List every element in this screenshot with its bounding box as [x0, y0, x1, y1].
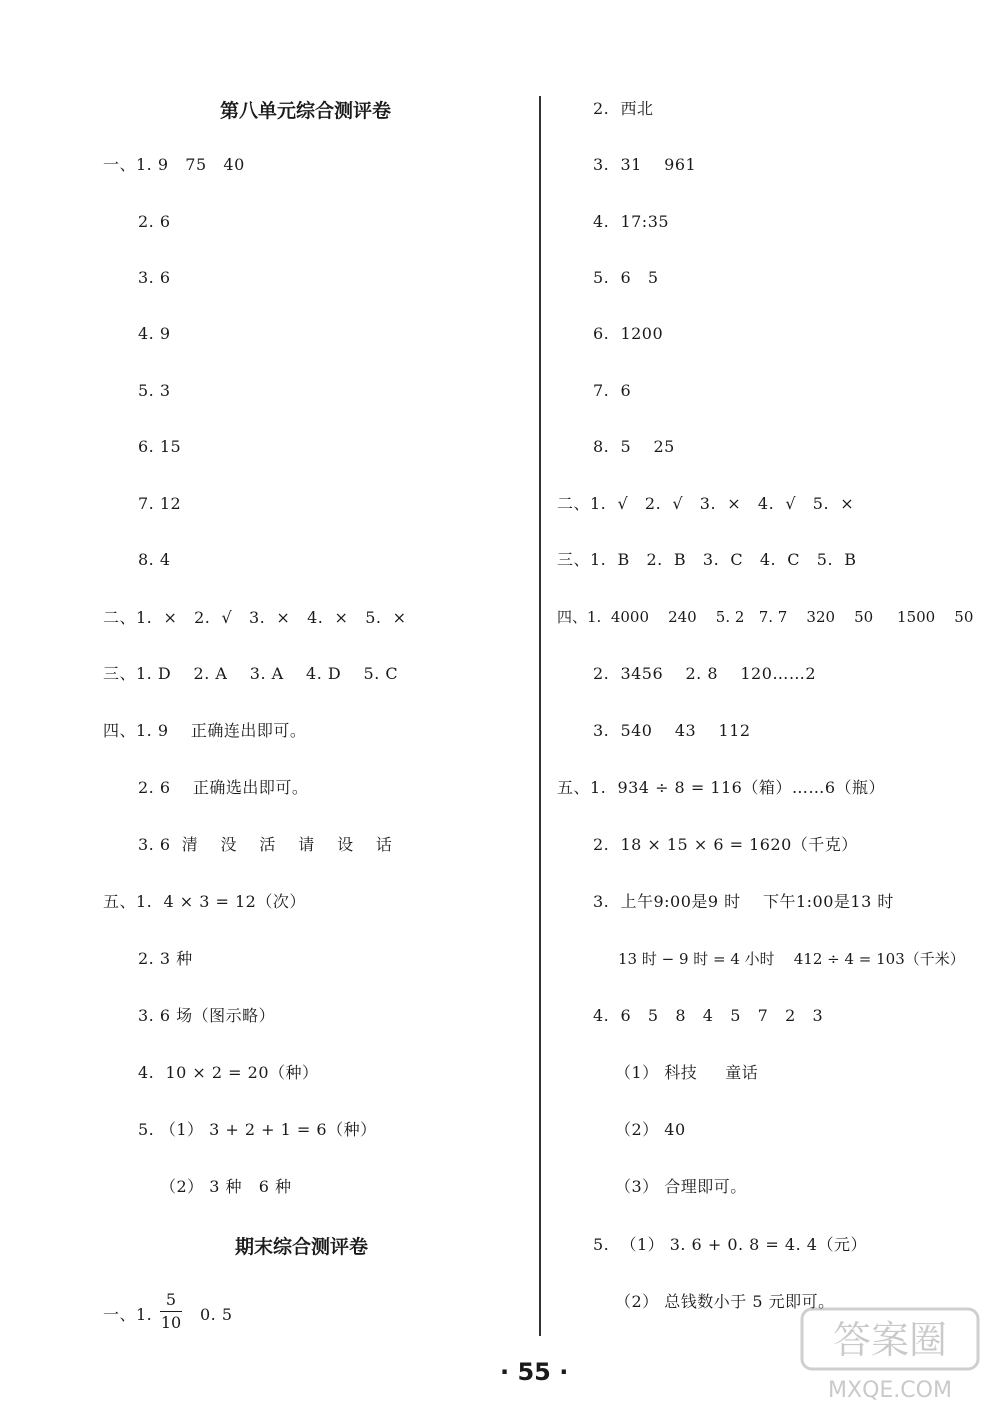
- answer-line: 13 时 − 9 时 = 4 小时 412 ÷ 4 = 103（千米）: [618, 950, 965, 968]
- answer-line: 二、1. × 2. √ 3. × 4. × 5. ×: [103, 608, 407, 627]
- answer-line: 2. 6 正确选出即可。: [138, 778, 309, 797]
- answer-line: 五、1. 4 × 3 = 12（次）: [103, 892, 306, 911]
- watermark-logo: [800, 1305, 980, 1405]
- answer-line: 3. 6: [138, 268, 171, 287]
- answer-line: 二、1. √ 2. √ 3. × 4. √ 5. ×: [557, 494, 855, 513]
- answer-line: 3. 上午9:00是9 时 下午1:00是13 时: [593, 892, 894, 911]
- answer-line: 5. （1） 3. 6 + 0. 8 = 4. 4（元）: [593, 1235, 867, 1254]
- answer-line: （2） 40: [615, 1120, 686, 1139]
- answer-line: 5. （1） 3 + 2 + 1 = 6（种）: [138, 1120, 377, 1139]
- section-title-final: 期末综合测评卷: [235, 1236, 369, 1258]
- answer-line: 8. 5 25: [593, 437, 675, 456]
- answer-line: 4. 17:35: [593, 212, 670, 231]
- answer-line: 一、1. 9 75 40: [103, 155, 245, 174]
- fraction-numerator: 5: [165, 1290, 177, 1309]
- answer-line: 3. 6 场（图示略）: [138, 1006, 276, 1025]
- answer-line: 四、1. 9 正确连出即可。: [103, 721, 307, 740]
- answer-line: （2） 总钱数小于 5 元即可。: [615, 1292, 835, 1311]
- answer-line: 6. 15: [138, 437, 182, 456]
- answer-line: （1） 科技 童话: [615, 1063, 759, 1082]
- answer-line: 4. 9: [138, 324, 171, 343]
- column-divider: [539, 96, 541, 1336]
- answer-line: 四、1. 4000 240 5. 2 7. 7 320 50 1500 50: [557, 608, 974, 626]
- fraction-denominator: 10: [160, 1313, 182, 1332]
- section-title-unit8: 第八单元综合测评卷: [220, 100, 392, 122]
- answer-line: 4. 10 × 2 = 20（种）: [138, 1063, 319, 1082]
- answer-line: 3. 31 961: [593, 155, 697, 174]
- answer-line: 2. 3 种: [138, 949, 193, 968]
- watermark-text-cn: 答案圈: [832, 1318, 948, 1362]
- answer-line: 2. 6: [138, 212, 171, 231]
- answer-line: 3. 6 清 没 活 请 设 话: [138, 835, 393, 854]
- answer-line: 2. 18 × 15 × 6 = 1620（千克）: [593, 835, 858, 854]
- answer-line-suffix: 0. 5: [200, 1305, 233, 1324]
- answer-line: 6. 1200: [593, 324, 664, 343]
- fraction-bar: [160, 1311, 182, 1312]
- answer-line: 五、1. 934 ÷ 8 = 116（箱）……6（瓶）: [557, 778, 886, 797]
- answer-line: 7. 12: [138, 494, 182, 513]
- answer-line-prefix: 一、1.: [103, 1305, 153, 1324]
- answer-line: 三、1. D 2. A 3. A 4. D 5. C: [103, 664, 399, 683]
- fraction: [160, 1290, 182, 1333]
- answer-line: （2） 3 种 6 种: [160, 1177, 292, 1196]
- answer-line: 5. 6 5: [593, 268, 659, 287]
- page-number: · 55 ·: [500, 1358, 569, 1386]
- answer-line: 2. 3456 2. 8 120……2: [593, 664, 817, 683]
- answer-line: 8. 4: [138, 550, 171, 569]
- watermark-text-en: MXQE.COM: [828, 1378, 952, 1403]
- answer-line: 5. 3: [138, 381, 171, 400]
- answer-line: 4. 6 5 8 4 5 7 2 3: [593, 1006, 824, 1025]
- answer-line: 3. 540 43 112: [593, 721, 751, 740]
- answer-line: （3） 合理即可。: [615, 1177, 747, 1196]
- answer-line: 7. 6: [593, 381, 632, 400]
- answer-line: 2. 西北: [593, 99, 654, 118]
- answer-line: 三、1. B 2. B 3. C 4. C 5. B: [557, 550, 857, 569]
